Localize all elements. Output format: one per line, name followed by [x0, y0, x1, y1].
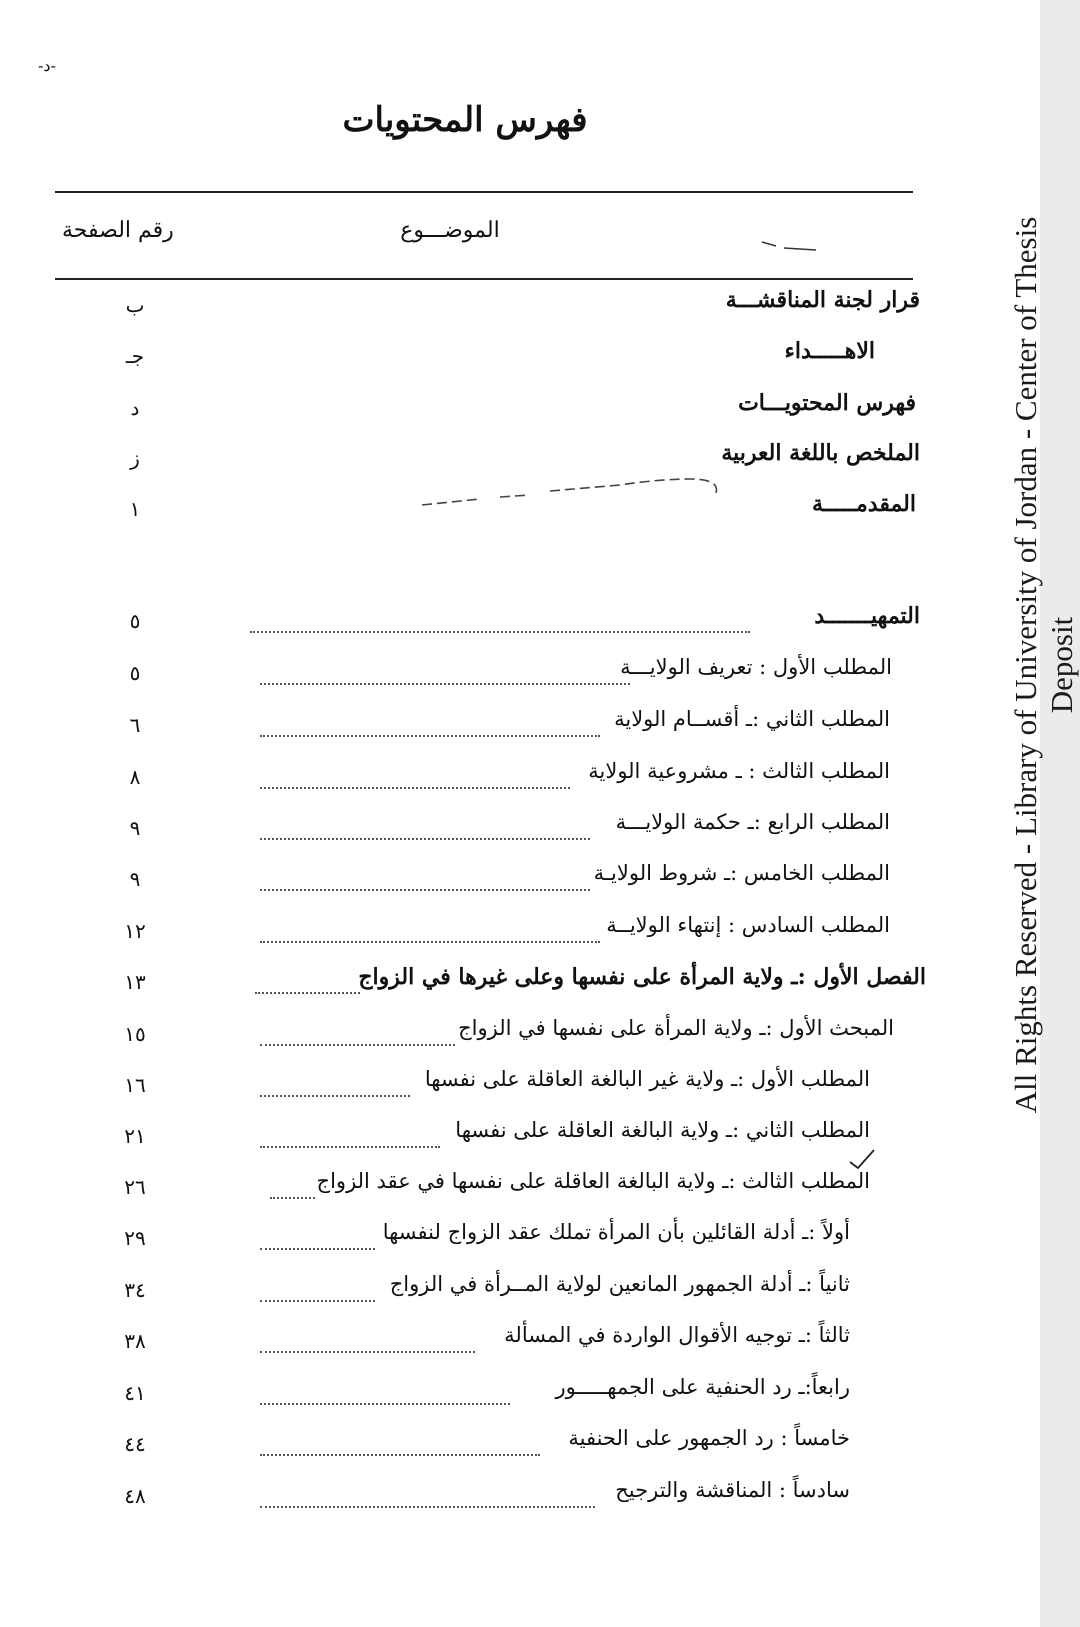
toc-entry	[70, 1220, 920, 1260]
toc-entry	[70, 759, 920, 799]
toc-entry-label: الفصل الأول :ـ ولاية المرأة على نفسها وعلى غيرها في الزواج	[358, 964, 926, 990]
toc-page-number: ١	[129, 497, 141, 521]
toc-entry-label: أولاً :ـ أدلة القائلين بأن المرأة تملك عقد الزواج لنفسها	[382, 1220, 850, 1244]
page-number-column-header: رقم الصفحة	[62, 218, 174, 243]
toc-entry	[70, 964, 926, 1004]
toc-entry-label: سادساً : المناقشة والترجيح	[615, 1478, 850, 1502]
dot-leader	[260, 1126, 440, 1148]
dot-leader	[260, 818, 590, 840]
toc-entry	[70, 655, 920, 695]
toc-page-number: ٣٤	[124, 1278, 146, 1302]
toc-entry-label: رابعاً:ـ رد الحنفية على الجمهـــــور	[555, 1375, 850, 1399]
toc-entry-label: المبحث الأول :ـ ولاية المرأة على نفسها في الزواج	[458, 1016, 894, 1040]
dot-leader	[260, 1486, 595, 1508]
toc-entry-label: المطلب الخامس :ـ شروط الولايـة	[593, 861, 890, 885]
toc-entry-label: التمهيـــــــد	[814, 603, 920, 629]
toc-page-number: ٢١	[124, 1124, 146, 1148]
dot-leader	[260, 1075, 410, 1097]
toc-page-number: ٦	[129, 713, 141, 737]
dot-leader	[260, 1434, 540, 1456]
watermark-line-2: Deposit	[1044, 616, 1079, 714]
toc-page-number: ب	[125, 293, 145, 317]
dot-leader	[260, 1331, 475, 1353]
dot-leader	[260, 1228, 375, 1250]
toc-entry	[70, 338, 920, 378]
dot-leader	[260, 715, 600, 737]
toc-page-number: ١٥	[124, 1022, 146, 1046]
toc-page-number: ز	[130, 446, 140, 470]
toc-page-number: ١٦	[124, 1073, 146, 1097]
toc-entry-label: المطلب الثالث :ـ ولاية البالغة العاقلة على نفسها في عقد الزواج	[316, 1169, 870, 1193]
toc-page-number: جـ	[125, 344, 145, 368]
header-bottom-rule	[55, 278, 913, 280]
toc-entry-label: قرار لجنة المناقشـــة	[725, 287, 920, 313]
toc-page-number: ١٣	[124, 970, 146, 994]
toc-page-number: د	[130, 396, 140, 420]
toc-entry	[70, 1016, 920, 1056]
dot-leader	[270, 1177, 315, 1199]
toc-entry-label: المطلب السادس : إنتهاء الولايــة	[606, 913, 890, 937]
toc-entry	[70, 1118, 920, 1158]
toc-entry-label: ثالثاً :ـ توجيه الأقوال الواردة في المسألة	[504, 1323, 850, 1347]
dot-leader	[260, 663, 630, 685]
page-marker: -د-	[38, 56, 56, 75]
toc-page-number: ٥	[129, 661, 141, 685]
toc-entry	[70, 390, 920, 430]
toc-entry-label: المطلب الثالث : ـ مشروعية الولاية	[588, 759, 890, 783]
toc-page-number: ١٢	[124, 919, 146, 943]
toc-page-number: ٩	[129, 867, 141, 891]
toc-entry	[70, 287, 920, 327]
dot-leader	[250, 611, 750, 633]
toc-page-number: ٥	[129, 609, 141, 633]
check-mark	[848, 1148, 878, 1172]
toc-entry-label: ثانياً :ـ أدلة الجمهور المانعين لولاية المــرأة في الزواج	[389, 1272, 850, 1296]
toc-entry-label: خامساً : رد الجمهور على الحنفية	[568, 1426, 850, 1450]
header-top-rule	[55, 191, 913, 193]
toc-entry-label: المقدمـــــة	[811, 491, 916, 517]
toc-entry	[70, 603, 920, 643]
toc-page-number: ٤١	[124, 1381, 146, 1405]
toc-entry-label: المطلب الأول :ـ ولاية غير البالغة العاقلة على نفسها	[424, 1067, 870, 1091]
toc-entry-label: المطلب الرابع :ـ حكمة الولايـــة	[615, 810, 890, 834]
header-pen-mark	[760, 236, 820, 256]
toc-entry-label: المطلب الثاني :ـ ولاية البالغة العاقلة على نفسها	[455, 1118, 870, 1142]
toc-entry	[70, 1272, 920, 1312]
toc-entry	[70, 1375, 920, 1415]
dot-leader	[260, 767, 570, 789]
toc-entry	[70, 861, 920, 901]
dot-leader	[260, 921, 600, 943]
dot-leader	[260, 869, 590, 891]
toc-entry-label: الاهـــــداء	[784, 338, 875, 364]
page-title: فهرس المحتويات	[342, 100, 588, 140]
dot-leader	[260, 1383, 510, 1405]
toc-entry	[70, 913, 920, 953]
dot-leader	[260, 1280, 375, 1302]
toc-entry	[70, 810, 920, 850]
toc-entry	[70, 1169, 920, 1209]
toc-entry-label: المطلب الثاني :ـ أقســام الولاية	[614, 707, 890, 731]
subject-column-header: الموضـــوع	[400, 218, 500, 243]
toc-page-number: ٤٨	[124, 1484, 146, 1508]
toc-entry	[70, 707, 920, 747]
dot-leader	[255, 972, 360, 994]
toc-entry-label: فهرس المحتويـــات	[738, 390, 916, 416]
toc-page-number: ٣٨	[124, 1329, 146, 1353]
dot-leader	[260, 1024, 455, 1046]
toc-entry	[70, 1426, 920, 1466]
toc-entry	[70, 1478, 920, 1518]
toc-entry	[70, 1323, 920, 1363]
toc-page-number: ٩	[129, 816, 141, 840]
copyright-watermark	[1008, 30, 1080, 1300]
toc-entry	[70, 1067, 920, 1107]
handwritten-squiggle	[420, 455, 730, 515]
toc-page-number: ٢٦	[124, 1175, 146, 1199]
toc-entry-label: الملخص باللغة العربية	[721, 440, 920, 466]
watermark-line-1: All Rights Reserved - Library of University of Jordan - Center of Thesis	[1008, 216, 1043, 1114]
toc-page-number: ٢٩	[124, 1226, 146, 1250]
toc-page-number: ٤٤	[124, 1432, 146, 1456]
toc-entry-label: المطلب الأول : تعريف الولايـــة	[620, 655, 892, 679]
toc-page-number: ٨	[129, 765, 141, 789]
